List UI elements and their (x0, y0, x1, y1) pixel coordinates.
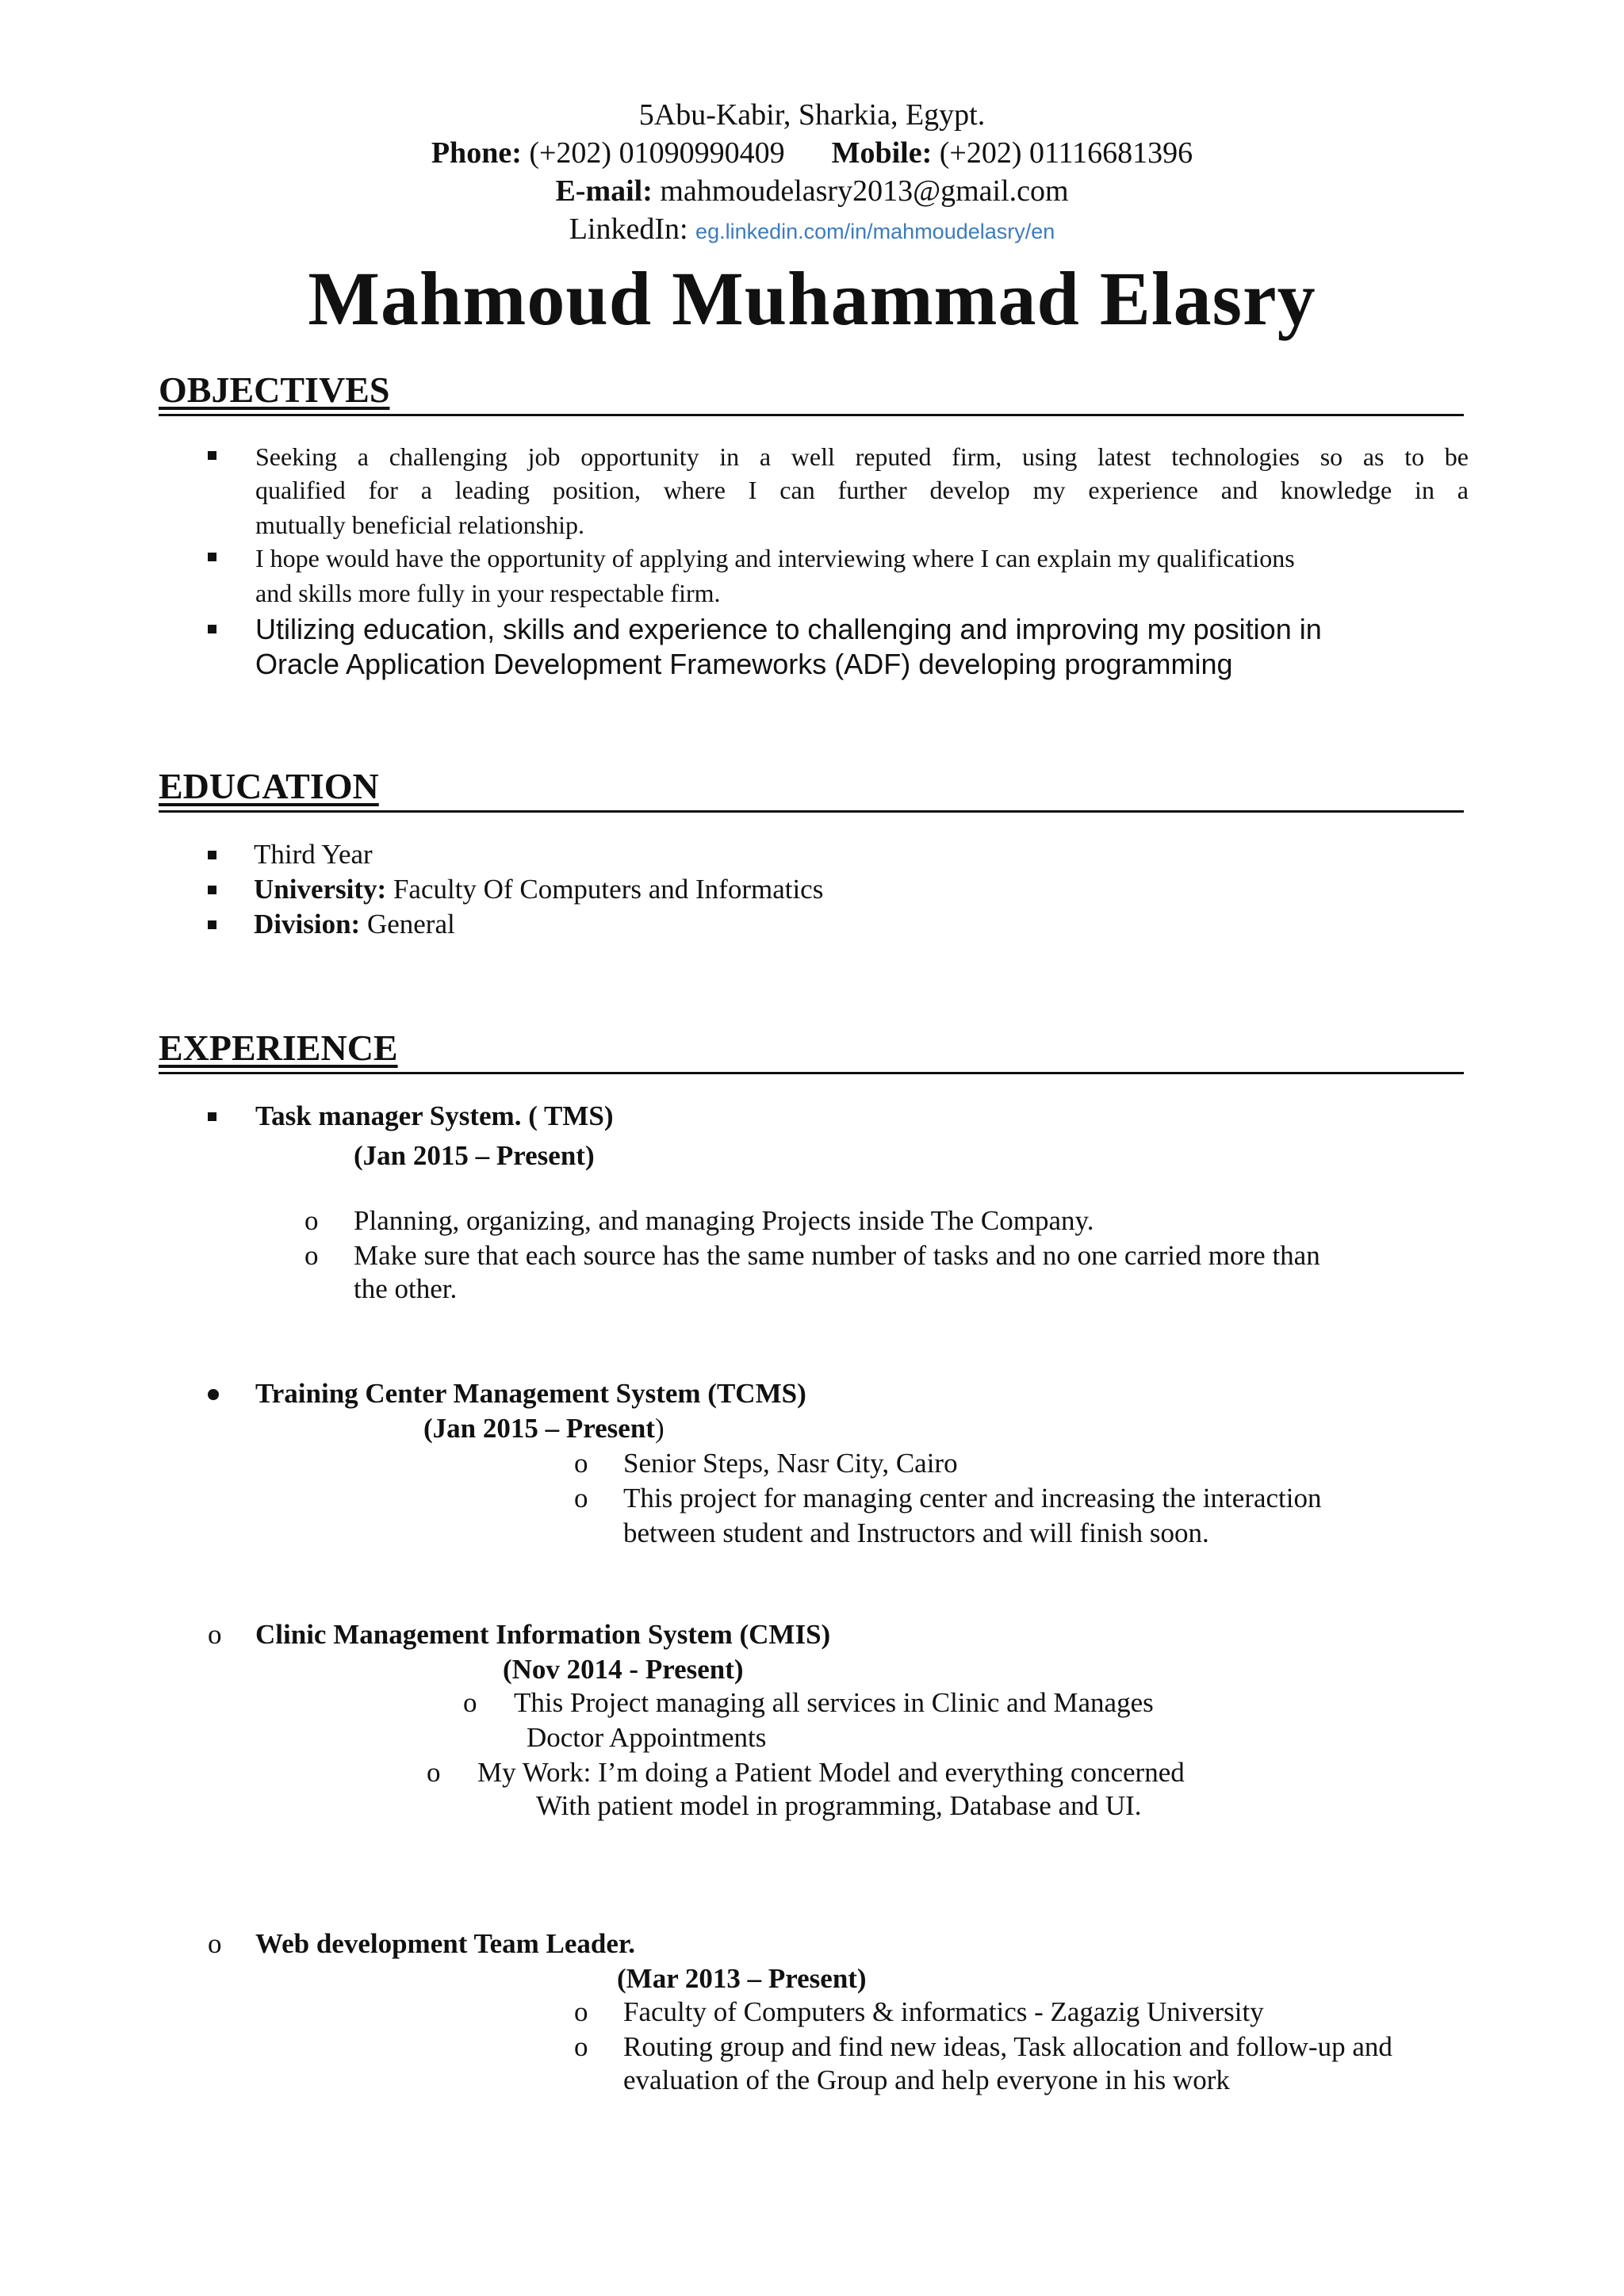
objective-line: Oracle Application Development Frameworks (ADF) developing programming (255, 648, 1233, 680)
job-bullet: o (208, 1619, 222, 1650)
job-bullet: o (208, 1928, 222, 1959)
education-bullet (208, 920, 216, 929)
detail-bullet: o (574, 1448, 588, 1479)
job-detail: evaluation of the Group and help everyone in his work (623, 2064, 1230, 2095)
education-bullet (208, 851, 216, 859)
objective-line: Seeking a challenging job opportunity in a well reputed firm, using latest technologies so as to be (255, 442, 1469, 471)
job-detail: With patient model in programming, Database and UI. (536, 1790, 1142, 1821)
job-title: Training Center Management System (TCMS) (255, 1378, 806, 1409)
job-date: (Mar 2013 – Present) (617, 1963, 867, 1994)
linkedin-link[interactable]: eg.linkedin.com/in/mahmoudelasry/en (695, 220, 1055, 243)
education-item (254, 837, 373, 872)
education-value: General (360, 909, 455, 939)
objective-line: and skills more fully in your respectable firm. (255, 579, 721, 607)
experience-section-header (159, 1024, 1464, 1074)
job-detail: Planning, organizing, and managing Projects inside The Company. (354, 1205, 1094, 1236)
education-title: EDUCATION (159, 766, 379, 806)
job-bullet (208, 1112, 216, 1121)
mobile-label: Mobile: (831, 136, 933, 170)
phone-line (0, 135, 1624, 171)
objective-line: I hope would have the opportunity of applying and interviewing where I can explain my qualifications (255, 544, 1295, 572)
job-date: (Nov 2014 - Present) (503, 1654, 744, 1685)
email-label: E-mail: (555, 174, 653, 208)
phone-value: (+202) 01090990409 (529, 136, 785, 170)
objective-bullet-1 (208, 451, 216, 460)
email-value: mahmoudelasry2013@gmail.com (660, 174, 1069, 208)
job-title: Clinic Management Information System (CMIS) (255, 1619, 831, 1650)
job-title: Web development Team Leader. (255, 1928, 635, 1959)
email-line (0, 173, 1624, 209)
detail-bullet: o (574, 1996, 588, 2027)
education-value: Third Year (254, 839, 373, 870)
job-detail: Routing group and find new ideas, Task allocation and follow-up and (623, 2031, 1392, 2062)
job-detail: between student and Instructors and will finish soon. (623, 1517, 1209, 1548)
education-label: Division: (254, 909, 361, 939)
job-detail: This project for managing center and increasing the interaction (623, 1483, 1322, 1513)
objective-bullet-2 (208, 553, 216, 561)
education-value: Faculty Of Computers and Informatics (386, 874, 824, 905)
objective-line: mutually beneficial relationship. (255, 511, 584, 539)
detail-bullet: o (574, 2031, 588, 2062)
job-date-close: ) (654, 1413, 665, 1444)
objective-line: qualified for a leading position, where I can further develop my experience and knowledge in a (255, 476, 1469, 504)
objectives-section-header (159, 366, 1464, 416)
job-detail: My Work: I’m doing a Patient Model and everything concerned (477, 1757, 1185, 1788)
objective-line: Utilizing education, skills and experience to challenging and improving my position in (255, 613, 1322, 645)
education-item (254, 907, 455, 942)
job-detail: the other. (354, 1273, 458, 1304)
detail-bullet: o (427, 1757, 441, 1788)
candidate-name: Mahmoud Muhammad Elasry (308, 256, 1316, 341)
job-title: Task manager System. ( TMS) (255, 1100, 614, 1131)
objective-bullet-3 (208, 625, 216, 633)
linkedin-line (0, 211, 1624, 250)
education-label: University: (254, 874, 387, 905)
education-item (254, 872, 823, 907)
detail-bullet: o (463, 1687, 477, 1718)
experience-title: EXPERIENCE (159, 1027, 398, 1068)
job-bullet (208, 1389, 219, 1400)
job-detail: Senior Steps, Nasr City, Cairo (623, 1448, 958, 1479)
mobile-value: (+202) 01116681396 (939, 136, 1193, 170)
job-date: (Jan 2015 – Present) (354, 1140, 595, 1171)
job-detail: Make sure that each source has the same number of tasks and no one carried more than (354, 1240, 1320, 1271)
phone-label: Phone: (431, 136, 522, 170)
job-date: (Jan 2015 – Present (423, 1413, 655, 1444)
education-section-header (159, 763, 1464, 813)
job-detail: This Project managing all services in Clinic and Manages (514, 1687, 1154, 1718)
linkedin-label: LinkedIn: (569, 212, 688, 246)
address: 5Abu-Kabir, Sharkia, Egypt. (638, 98, 986, 132)
job-date-line (423, 1411, 665, 1446)
job-detail: Doctor Appointments (527, 1722, 767, 1753)
detail-bullet: o (304, 1240, 319, 1271)
detail-bullet: o (304, 1205, 319, 1236)
job-detail: Faculty of Computers & informatics - Zagazig University (623, 1996, 1264, 2027)
detail-bullet: o (574, 1483, 588, 1513)
education-bullet (208, 886, 216, 894)
objectives-title: OBJECTIVES (159, 369, 390, 410)
